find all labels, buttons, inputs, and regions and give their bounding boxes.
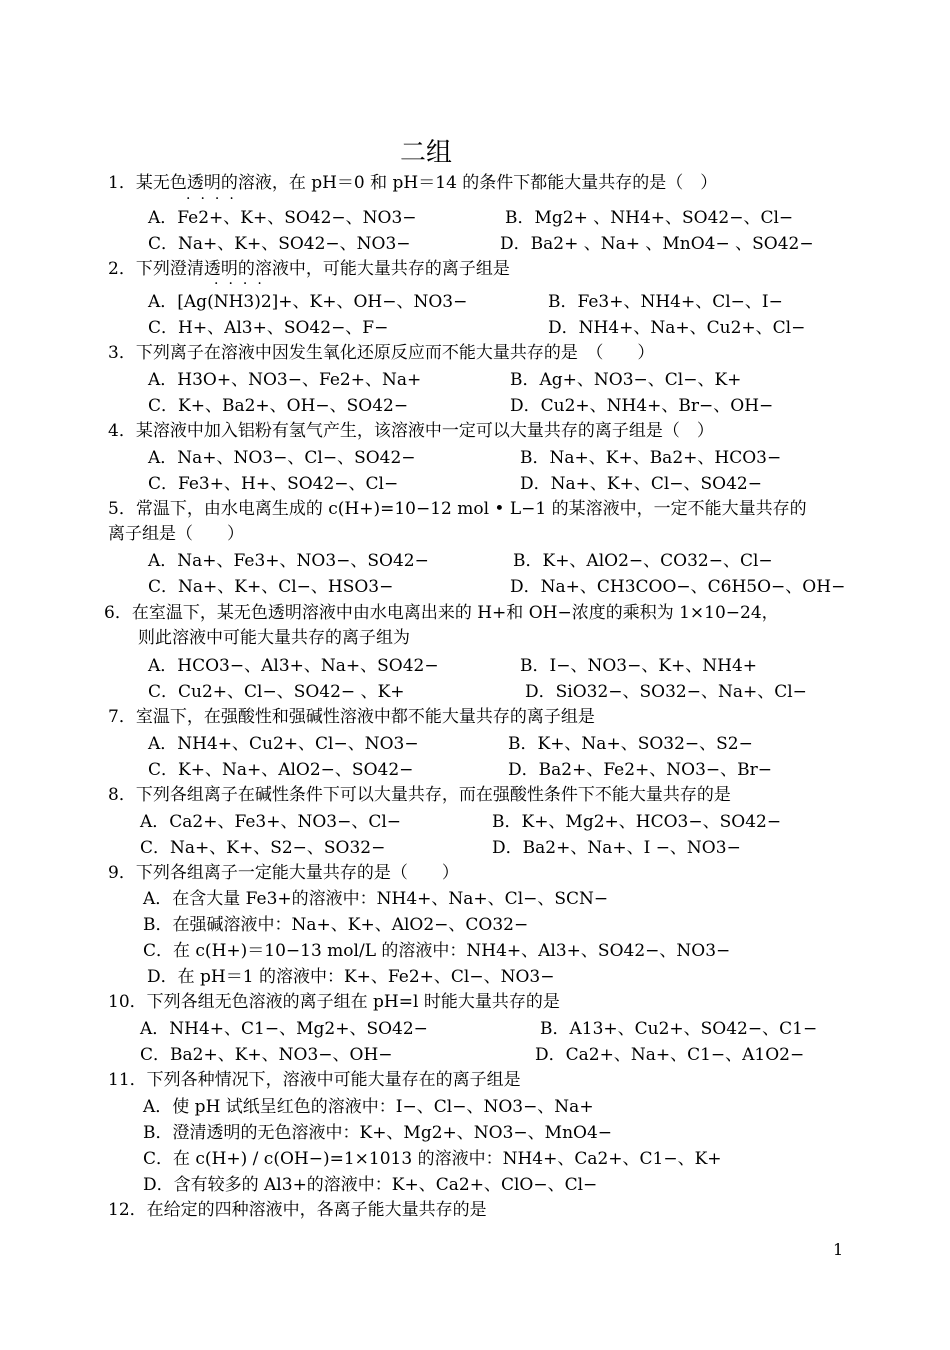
option-5b: B．K+、AlO2−、CO32−、Cl− xyxy=(513,551,773,571)
question-1: 1．某无色透明的溶液，在 pH＝0 和 pH＝14 的条件下都能大量共存的是（ ） xyxy=(108,173,718,193)
option-3b: B．Ag+、NO3−、Cl−、K+ xyxy=(510,370,742,390)
page-title: 二组 xyxy=(400,138,453,168)
question-6: 6．在室温下，某无色透明溶液中由水电离出来的 H+和 OH−浓度的乘积为 1×10−24， xyxy=(104,603,779,623)
option-3c: C．K+、Ba2+、OH−、SO42− xyxy=(148,396,409,416)
option-1b: B．Mg2+ 、NH4+、SO42−、Cl− xyxy=(505,208,794,228)
option-8c: C．Na+、K+、S2−、SO32− xyxy=(140,838,386,858)
option-8a: A．Ca2+、Fe3+、NO3−、Cl− xyxy=(140,812,402,832)
option-8d: D．Ba2+、Na+、I −、NO3− xyxy=(492,838,741,858)
option-11d: D．含有较多的 Al3+的溶液中：K+、Ca2+、ClO−、Cl− xyxy=(143,1175,598,1195)
question-10: 10．下列各组无色溶液的离子组在 pH=l 时能大量共存的是 xyxy=(108,992,560,1012)
question-8: 8．下列各组离子在碱性条件下可以大量共存，而在强酸性条件下不能大量共存的是 xyxy=(108,785,731,805)
question-5: 5．常温下，由水电离生成的 c(H+)=10−12 mol • L−1 的某溶液中，一定不能大量共存的 xyxy=(108,499,807,519)
option-7c: C．K+、Na+、AlO2−、SO42− xyxy=(148,760,414,780)
option-7d: D．Ba2+、Fe2+、NO3−、Br− xyxy=(508,760,773,780)
option-4d: D．Na+、K+、Cl−、SO42− xyxy=(520,474,762,494)
option-11a: A．使 pH 试纸呈红色的溶液中：I−、Cl−、NO3−、Na+ xyxy=(143,1097,594,1117)
question-7: 7．室温下，在强酸性和强碱性溶液中都不能大量共存的离子组是 xyxy=(108,707,595,727)
option-1d: D．Ba2+ 、Na+ 、MnO4− 、SO42− xyxy=(500,234,814,254)
question-4: 4．某溶液中加入铝粉有氢气产生，该溶液中一定可以大量共存的离子组是（ ） xyxy=(108,421,714,441)
option-8b: B．K+、Mg2+、HCO3−、SO42− xyxy=(492,812,782,832)
option-4a: A．Na+、NO3−、Cl−、SO42− xyxy=(148,448,416,468)
option-5d: D．Na+、CH3COO−、C6H5O−、OH− xyxy=(510,577,846,597)
option-9d: D．在 pH＝1 的溶液中：K+、Fe2+、Cl−、NO3− xyxy=(147,967,555,987)
option-4c: C．Fe3+、H+、SO42−、Cl− xyxy=(148,474,399,494)
question-5-cont: 离子组是（ ） xyxy=(108,524,244,544)
question-2: 2．下列澄清透明的溶液中，可能大量共存的离子组是 xyxy=(108,259,510,279)
option-2a: A．[Ag(NH3)2]+、K+、OH−、NO3− xyxy=(148,292,468,312)
question-12: 12．在给定的四种溶液中，各离子能大量共存的是 xyxy=(108,1200,487,1220)
option-6c: C．Cu2+、Cl−、SO42− 、K+ xyxy=(148,682,405,702)
option-6a: A．HCO3−、Al3+、Na+、SO42− xyxy=(148,656,439,676)
option-9a: A．在含大量 Fe3+的溶液中：NH4+、Na+、Cl−、SCN− xyxy=(143,889,609,909)
option-2c: C．H+、Al3+、SO42−、F− xyxy=(148,318,389,338)
question-3: 3．下列离子在溶液中因发生氧化还原反应而不能大量共存的是 （ ） xyxy=(108,343,655,363)
option-10c: C．Ba2+、K+、NO3−、OH− xyxy=(140,1045,393,1065)
option-11c: C．在 c(H+) / c(OH−)=1×1013 的溶液中：NH4+、Ca2+、C1−、K+ xyxy=(143,1149,722,1169)
option-7b: B．K+、Na+、SO32−、S2− xyxy=(508,734,753,754)
option-1a: A．Fe2+、K+、SO42−、NO3− xyxy=(148,208,417,228)
option-9c: C．在 c(H+)＝10−13 mol/L 的溶液中：NH4+、Al3+、SO42−、NO3− xyxy=(143,941,731,961)
option-7a: A．NH4+、Cu2+、Cl−、NO3− xyxy=(148,734,419,754)
option-10b: B．A13+、Cu2+、SO42−、C1− xyxy=(540,1019,818,1039)
emphasis-dots: ···· xyxy=(214,276,272,292)
option-4b: B．Na+、K+、Ba2+、HCO3− xyxy=(520,448,782,468)
option-9b: B．在强碱溶液中：Na+、K+、AlO2−、CO32− xyxy=(143,915,529,935)
option-5c: C．Na+、K+、Cl−、HSO3− xyxy=(148,577,394,597)
option-11b: B．澄清透明的无色溶液中：K+、Mg2+、NO3−、MnO4− xyxy=(143,1123,613,1143)
option-6d: D．SiO32−、SO32−、Na+、Cl− xyxy=(525,682,807,702)
question-11: 11．下列各种情况下，溶液中可能大量存在的离子组是 xyxy=(108,1070,521,1090)
option-10a: A．NH4+、C1−、Mg2+、SO42− xyxy=(140,1019,428,1039)
emphasis-dots: ···· xyxy=(186,191,244,207)
option-5a: A．Na+、Fe3+、NO3−、SO42− xyxy=(148,551,429,571)
question-9: 9．下列各组离子一定能大量共存的是（ ） xyxy=(108,863,459,883)
option-1c: C．Na+、K+、SO42−、NO3− xyxy=(148,234,411,254)
option-3d: D．Cu2+、NH4+、Br−、OH− xyxy=(510,396,774,416)
option-6b: B．I−、NO3−、K+、NH4+ xyxy=(520,656,758,676)
question-6-cont: 则此溶液中可能大量共存的离子组为 xyxy=(138,628,410,648)
page-number: 1 xyxy=(833,1240,844,1259)
option-10d: D．Ca2+、Na+、C1−、A1O2− xyxy=(535,1045,805,1065)
option-2b: B．Fe3+、NH4+、Cl−、I− xyxy=(548,292,783,312)
option-2d: D．NH4+、Na+、Cu2+、Cl− xyxy=(548,318,806,338)
option-3a: A．H3O+、NO3−、Fe2+、Na+ xyxy=(148,370,422,390)
